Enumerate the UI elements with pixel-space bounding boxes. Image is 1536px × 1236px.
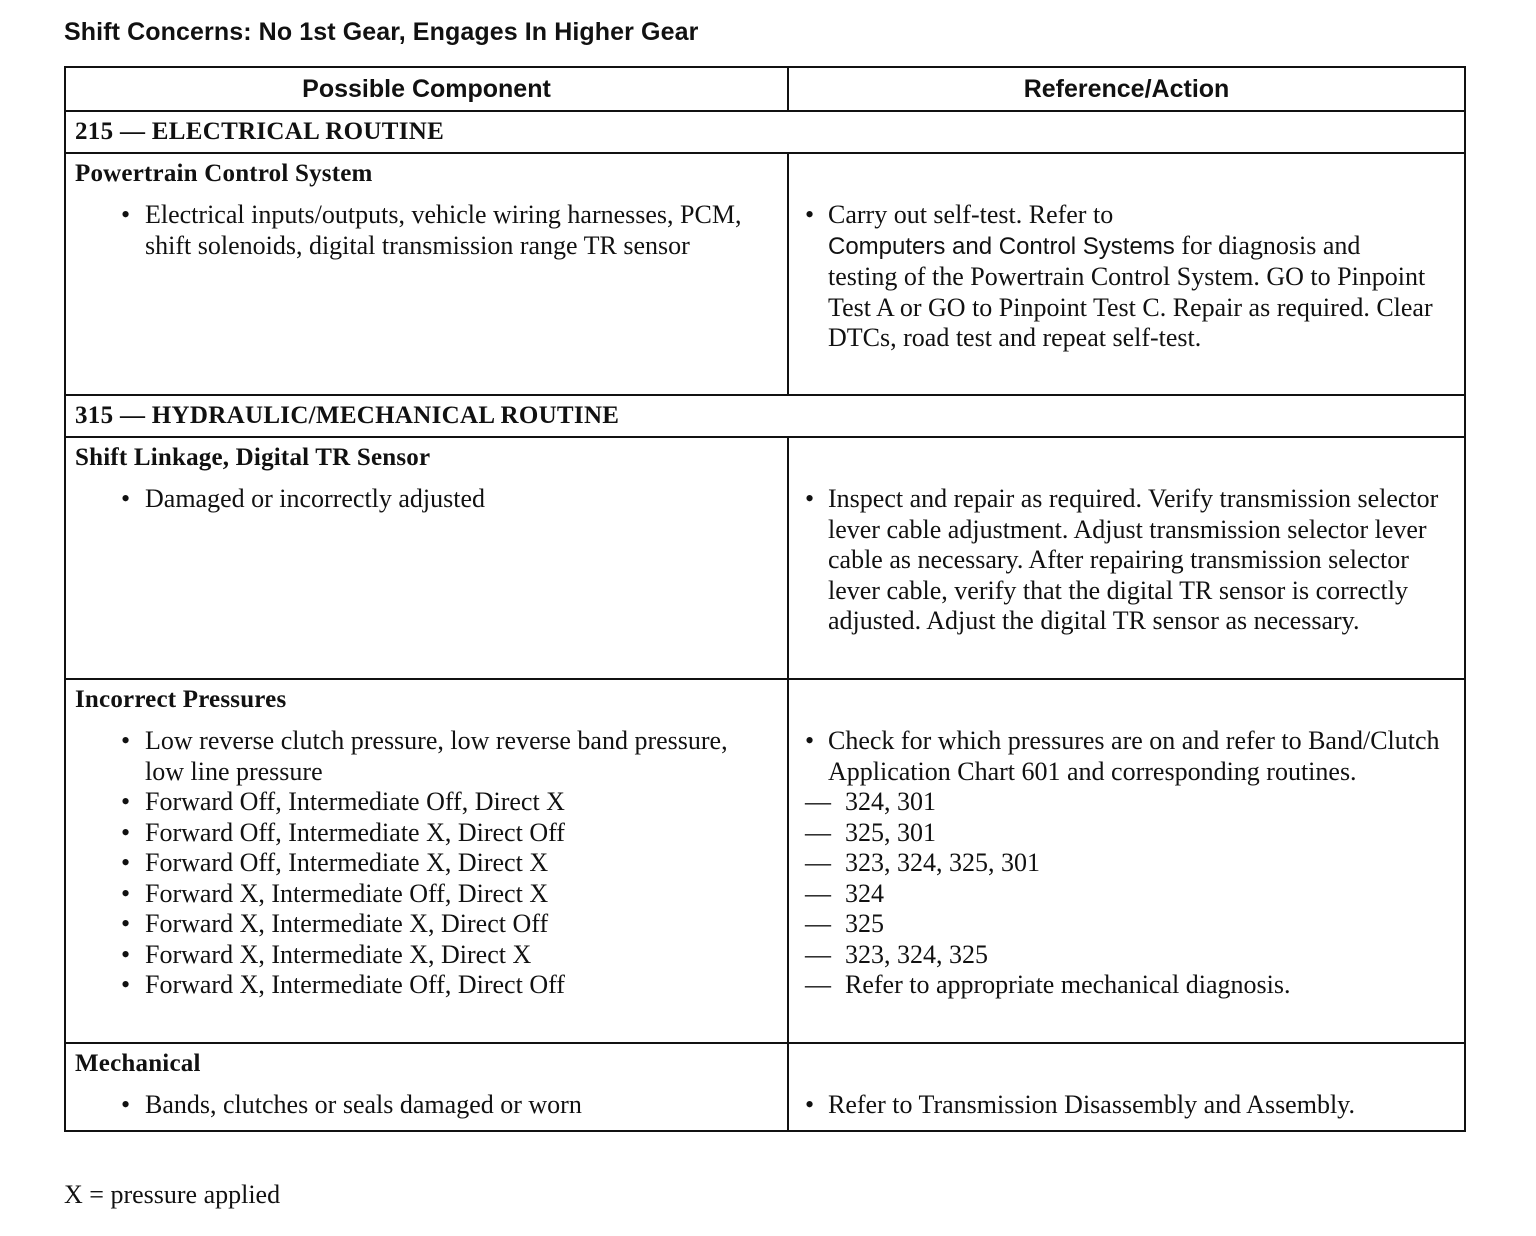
component-name: Mechanical — [75, 1050, 201, 1077]
routine-row-electrical — [65, 111, 1465, 153]
component-name: Incorrect Pressures — [75, 686, 287, 713]
action-text: for diagnosis and testing of the Powertrain Control System. GO to Pinpoint Test A or GO to Pinpoint Test C. Repair as required. Clear DTCs, road test and repeat self-test. — [828, 230, 1433, 352]
dash-item: — Refer to appropriate mechanical diagnosis. — [789, 970, 1464, 1001]
action-text: Carry out self-test. Refer to — [828, 200, 1114, 229]
list-item: • Forward X, Intermediate X, Direct Off — [66, 909, 747, 940]
table-row — [65, 153, 1465, 395]
header-row — [65, 67, 1465, 111]
page-title: Shift Concerns: No 1st Gear, Engages In Higher Gear — [64, 18, 699, 46]
list-item: • Forward X, Intermediate Off, Direct X — [66, 879, 747, 910]
list-item: • Forward X, Intermediate X, Direct X — [66, 940, 747, 971]
list-item: • Forward Off, Intermediate Off, Direct X — [66, 787, 747, 818]
header-component: Possible Component — [65, 67, 788, 111]
list-item: • Bands, clutches or seals damaged or worn — [66, 1090, 787, 1121]
action-cell — [788, 437, 1465, 679]
component-name: Powertrain Control System — [75, 160, 373, 187]
header-action: Reference/Action — [788, 67, 1465, 111]
action-cell — [788, 153, 1465, 395]
footnote: X = pressure applied — [64, 1180, 281, 1209]
component-cell — [65, 1043, 788, 1131]
routine-hydraulic: 315 — HYDRAULIC/MECHANICAL ROUTINE — [65, 395, 1465, 437]
list-item: • Inspect and repair as required. Verify transmission selector lever cable adjustment. Adjust transmission selector lever cable as necessary. After repairing transmission selector lever cable, verify that the digital TR sensor is correctly adjusted. Adjust the digital TR sensor as necessary. — [789, 484, 1464, 637]
component-cell — [65, 153, 788, 395]
dash-item: — 324 — [789, 879, 1464, 910]
table-row — [65, 679, 1465, 1043]
routine-row-hydraulic — [65, 395, 1465, 437]
table-row — [65, 437, 1465, 679]
action-cell — [788, 679, 1465, 1043]
component-cell — [65, 679, 788, 1043]
diagnosis-table — [64, 66, 1466, 1132]
dash-item: — 325, 301 — [789, 818, 1464, 849]
component-name: Shift Linkage, Digital TR Sensor — [75, 444, 431, 471]
reference-link: Computers and Control Systems — [828, 232, 1175, 260]
list-item: • Forward Off, Intermediate X, Direct Off — [66, 818, 747, 849]
list-item: • Refer to Transmission Disassembly and Assembly. — [789, 1090, 1464, 1121]
routine-electrical: 215 — ELECTRICAL ROUTINE — [65, 111, 1465, 153]
component-cell — [65, 437, 788, 679]
list-item: • Damaged or incorrectly adjusted — [66, 484, 787, 515]
dash-item: — 323, 324, 325, 301 — [789, 848, 1464, 879]
list-item: • Forward X, Intermediate Off, Direct Off — [66, 970, 747, 1001]
list-item: • Forward Off, Intermediate X, Direct X — [66, 848, 747, 879]
action-cell — [788, 1043, 1465, 1131]
table-row — [65, 1043, 1465, 1131]
list-item: • Low reverse clutch pressure, low reverse band pressure, low line pressure — [66, 726, 747, 787]
list-item: • Electrical inputs/outputs, vehicle wiring harnesses, PCM, shift solenoids, digital transmission range TR sensor — [66, 200, 787, 261]
list-item: • Check for which pressures are on and refer to Band/Clutch Application Chart 601 and corresponding routines. — [789, 726, 1464, 787]
dash-item: — 324, 301 — [789, 787, 1464, 818]
dash-item: — 323, 324, 325 — [789, 940, 1464, 971]
list-item — [789, 200, 1464, 354]
dash-item: — 325 — [789, 909, 1464, 940]
